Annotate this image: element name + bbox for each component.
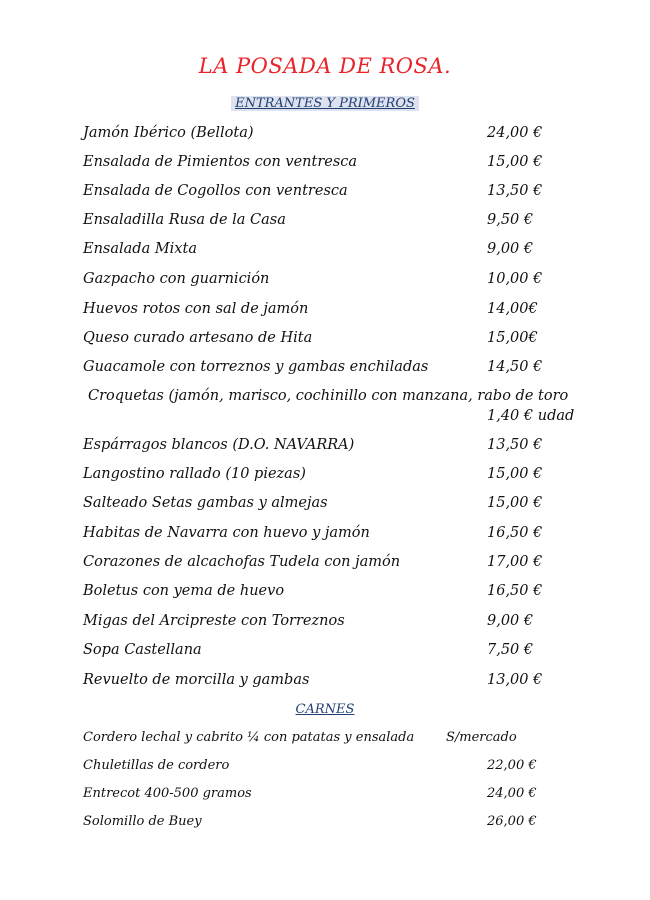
menu-item-name: Entrecot 400-500 gramos xyxy=(83,786,252,801)
menu-item-price: S/mercado xyxy=(446,730,517,745)
menu-item-price: 17,00 € xyxy=(487,554,543,570)
section-heading-carnes xyxy=(0,702,650,717)
menu-item xyxy=(0,212,650,234)
menu-item-name: Queso curado artesano de Hita xyxy=(83,330,313,346)
menu-item-name: Habitas de Navarra con huevo y jamón xyxy=(83,525,370,541)
menu-item-price: 24,00 € xyxy=(487,786,537,801)
menu-item-price: 14,00€ xyxy=(487,301,538,317)
menu-item-name: Ensaladilla Rusa de la Casa xyxy=(83,212,286,228)
menu-item xyxy=(0,125,650,147)
menu-item xyxy=(0,183,650,205)
menu-item xyxy=(0,786,650,808)
menu-item xyxy=(0,388,650,410)
menu-item xyxy=(0,154,650,176)
menu-item xyxy=(0,466,650,488)
menu-item-name: Solomillo de Buey xyxy=(83,814,202,829)
menu-item-price: 22,00 € xyxy=(487,758,537,773)
menu-item-name: Corazones de alcachofas Tudela con jamón xyxy=(83,554,401,570)
menu-item-name: Croquetas (jamón, marisco, cochinillo con manzana, rabo de toro xyxy=(88,388,569,404)
menu-item xyxy=(0,241,650,263)
menu-item xyxy=(0,495,650,517)
restaurant-title: LA POSADA DE ROSA. xyxy=(198,54,452,78)
menu-item xyxy=(0,672,650,694)
menu-item xyxy=(0,437,650,459)
menu-item-price: 13,50 € xyxy=(487,183,543,199)
menu-item-name: Espárragos blancos (D.O. NAVARRA) xyxy=(83,437,355,453)
menu-item xyxy=(0,301,650,323)
menu-item-price: 13,50 € xyxy=(487,437,543,453)
menu-item-name: Salteado Setas gambas y almejas xyxy=(83,495,328,511)
menu-item-price: 9,00 € xyxy=(487,613,534,629)
menu-item xyxy=(0,814,650,836)
menu-item-price: 7,50 € xyxy=(487,642,534,658)
menu-item-price: 16,50 € xyxy=(487,583,543,599)
menu-item-name: Guacamole con torreznos y gambas enchiladas xyxy=(83,359,429,375)
menu-item-name: Chuletillas de cordero xyxy=(83,758,230,773)
menu-item-price: 16,50 € xyxy=(487,525,543,541)
menu-item-price: 9,00 € xyxy=(487,241,534,257)
menu-item xyxy=(0,642,650,664)
menu-item-name: Ensalada de Cogollos con ventresca xyxy=(83,183,348,199)
menu-item xyxy=(0,583,650,605)
menu-item-name: Jamón Ibérico (Bellota) xyxy=(83,125,254,141)
menu-item xyxy=(0,758,650,780)
menu-item-price: 1,40 € udad xyxy=(487,408,575,424)
menu-item xyxy=(0,359,650,381)
menu-item-price-line xyxy=(0,408,650,430)
menu-item-price: 9,50 € xyxy=(487,212,534,228)
menu-item-name: Gazpacho con guarnición xyxy=(83,271,270,287)
menu-item-price: 26,00 € xyxy=(487,814,537,829)
menu-item-name: Huevos rotos con sal de jamón xyxy=(83,301,309,317)
menu-item-price: 15,00€ xyxy=(487,330,538,346)
menu-item-name: Boletus con yema de huevo xyxy=(83,583,285,599)
menu-item xyxy=(0,730,650,752)
menu-item-name: Ensalada de Pimientos con ventresca xyxy=(83,154,358,170)
menu-item xyxy=(0,271,650,293)
menu-item-price: 15,00 € xyxy=(487,495,543,511)
menu-item-name: Sopa Castellana xyxy=(83,642,202,658)
menu-item xyxy=(0,330,650,352)
section-heading-label: ENTRANTES Y PRIMEROS xyxy=(231,96,419,111)
menu-item-price: 14,50 € xyxy=(487,359,543,375)
menu-item-price: 13,00 € xyxy=(487,672,543,688)
section-heading-entrantes xyxy=(0,96,650,111)
menu-item-name: Migas del Arcipreste con Torreznos xyxy=(83,613,345,629)
menu-item xyxy=(0,554,650,576)
menu-item-name: Langostino rallado (10 piezas) xyxy=(83,466,306,482)
menu-item-name: Ensalada Mixta xyxy=(83,241,197,257)
menu-item-name: Revuelto de morcilla y gambas xyxy=(83,672,310,688)
menu-item-price: 15,00 € xyxy=(487,154,543,170)
menu-item xyxy=(0,525,650,547)
menu-item-price: 10,00 € xyxy=(487,271,543,287)
menu-item xyxy=(0,613,650,635)
menu-item-name: Cordero lechal y cabrito ¼ con patatas y ensalada xyxy=(83,730,415,745)
menu-item-price: 15,00 € xyxy=(487,466,543,482)
section-heading-label: CARNES xyxy=(295,702,355,717)
menu-item-price: 24,00 € xyxy=(487,125,543,141)
